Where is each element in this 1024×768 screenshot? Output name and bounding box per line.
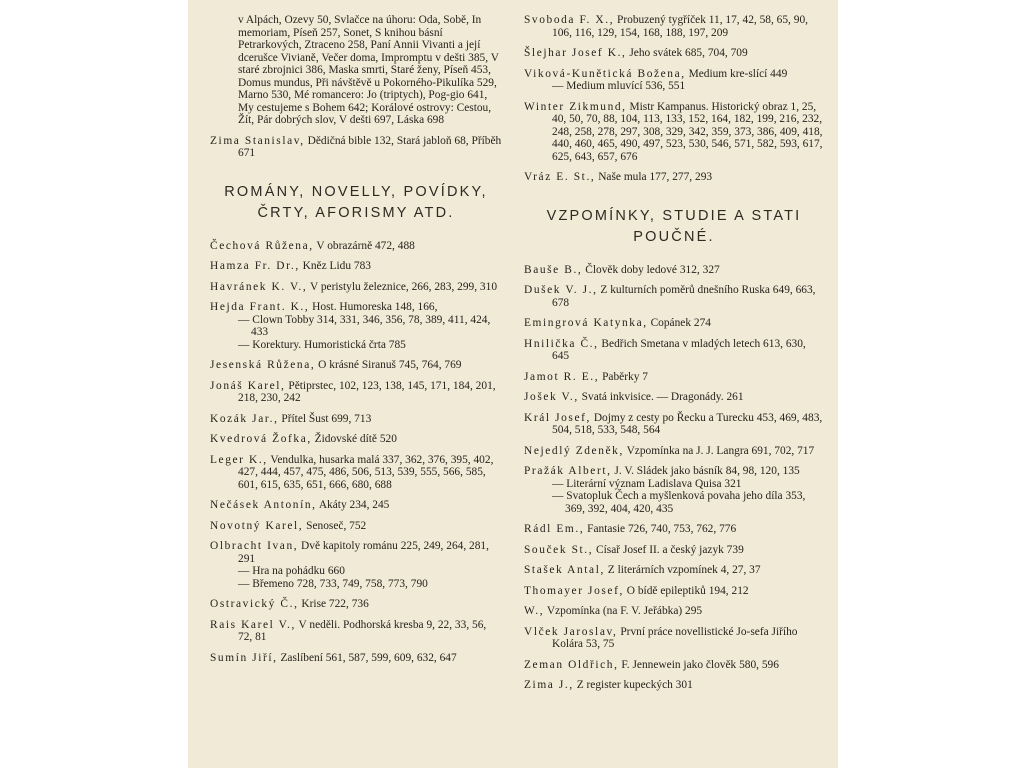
work-titles: Kněz Lidu 783	[302, 260, 371, 272]
work-titles: O krásné Siranuš 745, 764, 769	[318, 359, 462, 371]
author-name: Sumín Jiří,	[210, 651, 278, 664]
author-name: Leger K.,	[210, 453, 268, 466]
index-entry	[524, 679, 824, 692]
author-name: Jesenská Růžena,	[210, 359, 316, 371]
left-entries	[210, 240, 502, 665]
index-entry	[210, 619, 502, 644]
index-entry	[524, 338, 824, 363]
book-page	[188, 0, 838, 768]
index-entry	[210, 301, 502, 351]
author-name: Vlček Jaroslav,	[524, 625, 618, 638]
left-column	[210, 0, 502, 672]
index-entry	[210, 135, 502, 160]
sub-entry: — Medium mluvící 536, 551	[552, 80, 686, 92]
work-titles: V neděli. Podhorská kresba 9, 22, 33, 56, 72, 81	[238, 618, 487, 643]
index-entry	[524, 523, 824, 536]
index-entry	[524, 412, 824, 437]
index-entry	[524, 371, 824, 384]
index-entry	[524, 544, 824, 557]
author-name: Kvedrová Žofka,	[210, 433, 312, 445]
sub-entry: — Svatopluk Čech a myšlenková povaha jeho díla 353, 369, 392, 404, 420, 435	[552, 490, 806, 515]
index-entry	[210, 454, 502, 492]
work-titles: Z literárních vzpomínek 4, 27, 37	[607, 564, 761, 576]
index-entry	[210, 598, 502, 611]
index-entry	[210, 433, 502, 446]
work-titles: Svatá inkvisice. — Dragonády. 261	[581, 391, 744, 403]
author-name: Dušek V. J.,	[524, 284, 598, 296]
work-titles: Židovské dítě 520	[314, 433, 397, 445]
sub-entry: — Korektury. Humoristická črta 785	[238, 338, 406, 351]
sub-entry: — Hra na pohádku 660	[238, 565, 345, 577]
work-titles: Zaslíbení 561, 587, 599, 609, 632, 647	[280, 651, 457, 664]
author-name: Ostravický Č.,	[210, 598, 299, 610]
sub-entry: — Literární význam Ladislava Quisa 321	[552, 477, 742, 490]
index-entry	[210, 540, 502, 590]
work-titles: Pětiprstec, 102, 123, 138, 145, 171, 184, 201, 218, 230, 242	[238, 379, 496, 404]
author-name: Kozák Jar.,	[210, 412, 279, 425]
work-titles: V obrazárně 472, 488	[316, 239, 415, 252]
index-entry	[210, 413, 502, 426]
index-entry	[524, 14, 824, 39]
work-titles: Host. Humoreska 148, 166,	[312, 301, 438, 313]
index-entry	[524, 264, 824, 277]
author-name: Bauše B.,	[524, 263, 583, 276]
author-name: Emingrová Katynka,	[524, 317, 648, 329]
work-titles: Bedřich Smetana v mladých letech 613, 630, 645	[552, 337, 806, 362]
right-entries	[524, 264, 824, 692]
index-entry	[524, 317, 824, 330]
index-entry	[210, 520, 502, 533]
index-entry	[524, 626, 824, 651]
work-titles: Dojmy z cesty po Řecku a Turecku 453, 469, 483, 504, 518, 533, 548, 564	[552, 411, 823, 436]
index-entry	[210, 281, 502, 294]
work-titles: Z register kupeckých 301	[576, 679, 693, 691]
author-name: Jošek V.,	[524, 391, 579, 403]
author-name: W.,	[524, 605, 545, 617]
author-name: Šlejhar Josef K.,	[524, 47, 627, 59]
work-titles: Jeho svátek 685, 704, 709	[629, 47, 748, 59]
author-name: Zeman Oldřich,	[524, 658, 619, 671]
work-titles: Krise 722, 736	[301, 598, 369, 610]
section-heading-novels: ROMÁNY, NOVELLY, POVÍDKY, ČRTY, AFORISMY ATD.	[224, 183, 488, 221]
index-entry	[210, 260, 502, 273]
author-name: Rádl Em.,	[524, 523, 585, 535]
work-titles: F. Jennewein jako člověk 580, 596	[621, 658, 779, 671]
right-entries-top	[524, 14, 824, 184]
work-titles: Vendulka, husarka malá 337, 362, 376, 395, 402, 427, 444, 457, 475, 486, 506, 513, 539, 555, 566, 585, 601, 615, 635, 651, 666, 680, 688	[238, 453, 494, 491]
index-entry	[524, 101, 824, 164]
author-name: Stašek Antal,	[524, 564, 605, 576]
author-name: Jamot R. E.,	[524, 370, 600, 383]
work-titles: V peristylu železnice, 266, 283, 299, 310	[309, 280, 498, 293]
work-titles: Senoseč, 752	[306, 519, 367, 532]
work-titles: Mistr Kampanus. Historický obraz 1, 25, 40, 50, 70, 88, 104, 113, 133, 152, 164, 182, 199, 216, 232, 248, 258, 278, 297, 308, 329, 342, 359, 373, 386, 409, 418, 440, 460, 465, 490, 497, 523, 530, 546, 571, 582, 593, 617, 625, 643, 657, 676	[552, 100, 823, 163]
index-entry	[524, 47, 824, 60]
index-entry	[524, 445, 824, 458]
work-titles: Vzpomínka (na F. V. Jeřábka) 295	[546, 605, 703, 617]
work-titles: Copánek 274	[650, 317, 711, 329]
author-name: Čechová Růžena,	[210, 239, 314, 252]
index-entry	[210, 359, 502, 372]
sub-entry: — Břemeno 728, 733, 749, 758, 773, 790	[238, 577, 428, 590]
index-entry	[524, 605, 824, 618]
sub-entry: — Clown Tobby 314, 331, 346, 356, 78, 389, 411, 424, 433	[238, 313, 491, 338]
author-name: Král Josef,	[524, 411, 591, 424]
author-name: Havránek K. V.,	[210, 280, 308, 293]
author-name: Vráz E. St.,	[524, 171, 596, 183]
index-entry	[210, 240, 502, 253]
work-titles: J. V. Sládek jako básník 84, 98, 120, 135	[614, 465, 800, 477]
index-entry	[524, 585, 824, 598]
index-entry	[524, 465, 824, 515]
author-name: Olbracht Ivan,	[210, 540, 299, 552]
author-name: Souček St.,	[524, 543, 594, 556]
author-name: Svoboda F. X.,	[524, 14, 615, 26]
work-titles: Vzpomínka na J. J. Langra 691, 702, 717	[626, 444, 815, 457]
work-titles: Dědičná bible 132, Stará jabloň 68, Příběh 671	[238, 134, 502, 159]
index-entry	[210, 652, 502, 665]
work-titles: O bídě epileptiků 194, 212	[626, 584, 749, 597]
author-name: Zima J.,	[524, 679, 574, 691]
author-name: Winter Zikmund,	[524, 100, 627, 113]
continued-entry-text: v Alpách, Ozevy 50, Svlačce na úhoru: Oda, Sobě, In memoriam, Píseň 257, Sonet, S knihou básní Petrarkových, Ztraceno 258, Paní Annii Vivanti a její dcerušce Vivianě, Večer doma, Impromptu v dešti 385, V staré zbrojnici 386, Maska smrti, Staré ženy, Píseň 453, Domus mundus, Při návštěvě u Pokorného-Pikulíka 529, Marno 530, Mé romancero: Jo (triptych), Pog-gio 641, My cestujeme s Bohem 642; Korálové ostrovy: Cestou, Žít, Pár dobrých slov, V dešti 697, Láska 698	[238, 14, 499, 126]
work-titles: Přítel Šust 699, 713	[281, 412, 372, 425]
work-titles: Akáty 234, 245	[318, 499, 390, 511]
work-titles: První práce novellistické Jo-sefa Jiřího Kolára 53, 75	[552, 625, 798, 650]
author-name: Nejedlý Zdeněk,	[524, 444, 624, 457]
author-name: Jonáš Karel,	[210, 379, 286, 392]
work-titles: Člověk doby ledové 312, 327	[585, 263, 720, 276]
index-entry	[524, 564, 824, 577]
work-titles: Dvě kapitoly románu 225, 249, 264, 281, 291	[238, 540, 489, 565]
author-name: Rais Karel V.,	[210, 618, 296, 631]
right-column	[524, 0, 824, 700]
author-name: Nečásek Antonín,	[210, 499, 317, 511]
section-heading-memoirs: VZPOMÍNKY, STUDIE A STATI POUČNÉ.	[546, 207, 802, 245]
index-entry	[524, 171, 824, 184]
work-titles: Fantasie 726, 740, 753, 762, 776	[587, 523, 737, 535]
work-titles: Z kulturních poměrů dnešního Ruska 649, 663, 678	[552, 284, 816, 309]
index-entry	[524, 68, 824, 93]
work-titles: Paběrky 7	[602, 370, 648, 383]
index-entry	[524, 659, 824, 672]
author-name: Thomayer Josef,	[524, 584, 624, 597]
author-name: Novotný Karel,	[210, 519, 304, 532]
author-name: Viková-Kunětická Božena,	[524, 67, 686, 80]
index-entry	[524, 391, 824, 404]
index-entry	[210, 380, 502, 405]
author-name: Pražák Albert,	[524, 465, 612, 477]
work-titles: Medium kre-slící 449	[688, 67, 788, 80]
author-name: Hamza Fr. Dr.,	[210, 260, 300, 272]
index-entry	[210, 499, 502, 512]
work-titles: Naše mula 177, 277, 293	[598, 171, 713, 183]
author-name: Hejda Frant. K.,	[210, 301, 310, 313]
work-titles: Císař Josef II. a český jazyk 739	[596, 543, 744, 556]
author-name: Zima Stanislav,	[210, 134, 305, 147]
work-titles: Probuzený tygříček 11, 17, 42, 58, 65, 90, 106, 116, 129, 154, 168, 188, 197, 209	[552, 14, 808, 39]
index-entry	[524, 284, 824, 309]
left-entries-top	[210, 135, 502, 160]
author-name: Hnilička Č.,	[524, 337, 599, 350]
